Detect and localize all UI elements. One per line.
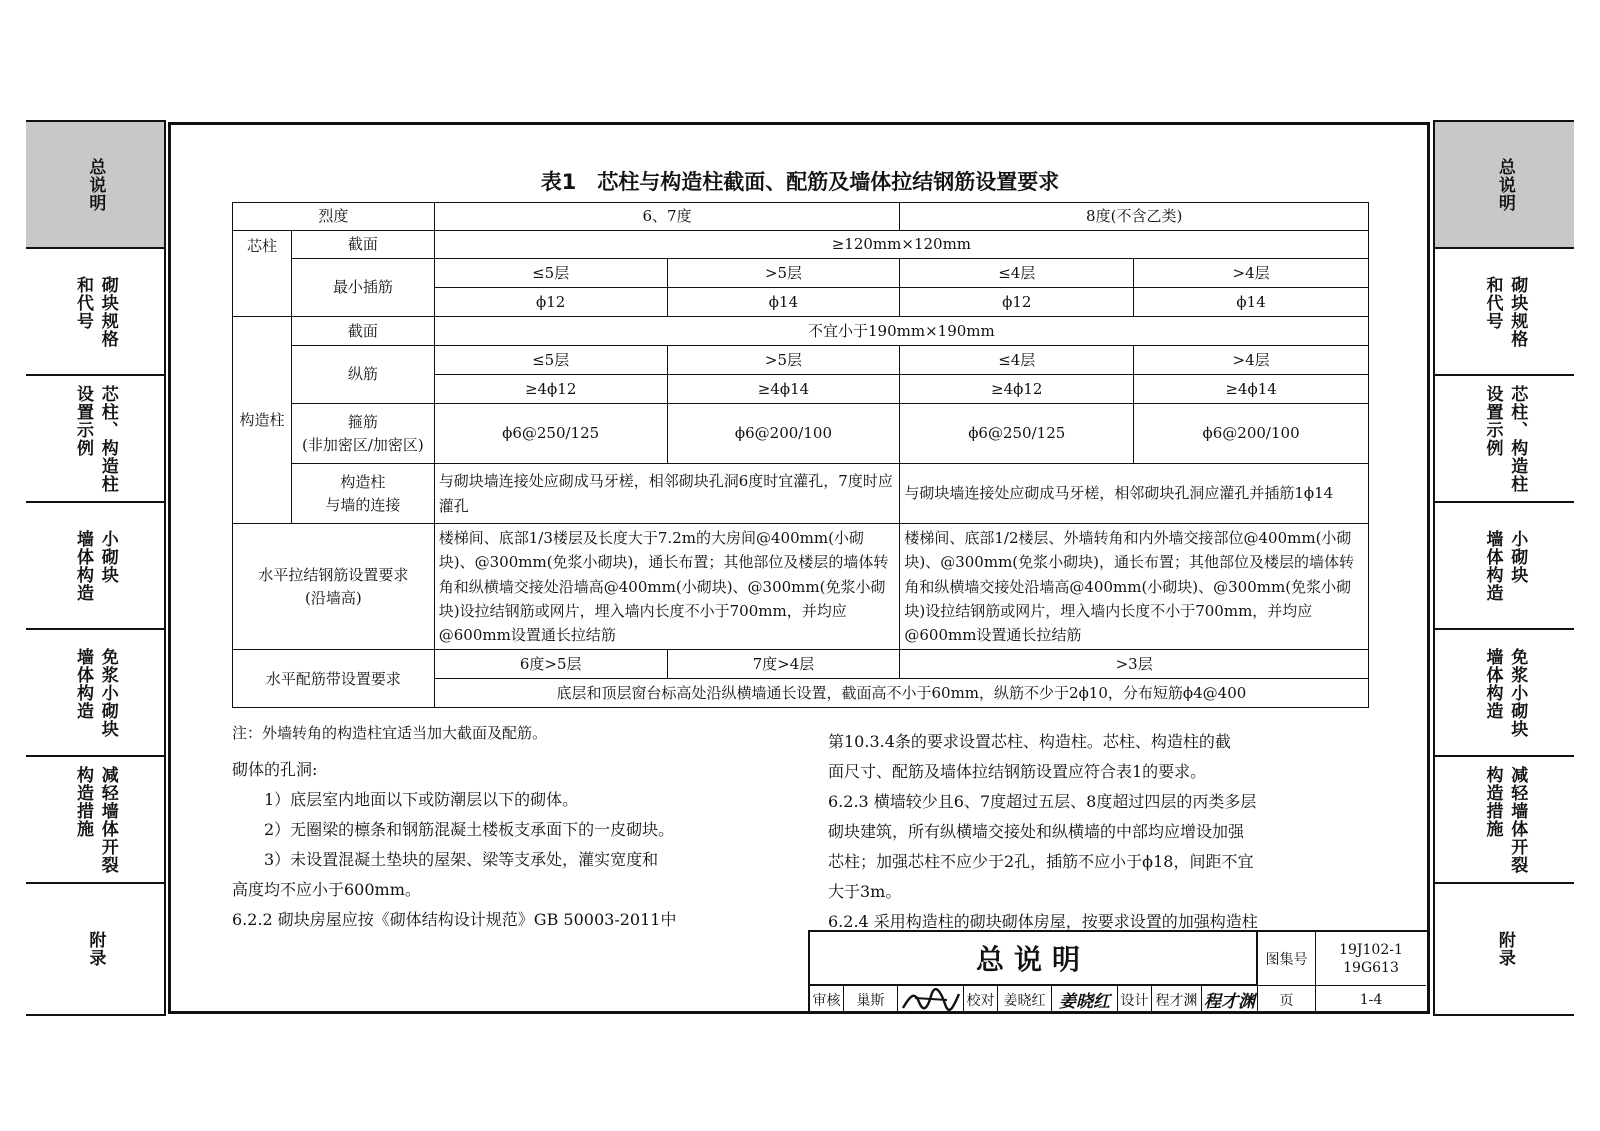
sidebar-tab-text: 砌块规格 xyxy=(1507,275,1528,348)
sidebar-tab-label xyxy=(1483,766,1526,874)
table-cell: 7度>4层 xyxy=(667,650,900,679)
sidebar-tab-right-3[interactable] xyxy=(1435,376,1574,503)
table-cell: ϕ6@200/100 xyxy=(667,404,900,464)
table-title: 表1 芯柱与构造柱截面、配筋及墙体拉结钢筋设置要求 xyxy=(540,170,1060,194)
header-8: 8度(不含乙类) xyxy=(900,203,1369,231)
sidebar-tab-label xyxy=(73,385,116,493)
design-label: 设计 xyxy=(1118,986,1152,1014)
table-cell: 与砌块墙连接处应砌成马牙槎，相邻砌块孔洞应灌孔并插筋1ϕ14 xyxy=(900,464,1369,524)
table-row xyxy=(233,404,1369,464)
table-cell: >4层 xyxy=(1134,259,1369,288)
sidebar-tab-right-7[interactable] xyxy=(1435,884,1574,1014)
sheet-title: 总说明 xyxy=(810,932,1258,986)
table-cell: 不宜小于190mm×190mm xyxy=(434,317,1368,346)
paragraph: 第10.3.4条的要求设置芯柱、构造柱。芯柱、构造柱的截 xyxy=(828,732,1231,751)
sidebar-tab-text: 小砌块 xyxy=(97,529,118,584)
sidebar-tab-left-6[interactable] xyxy=(26,757,164,884)
lianjie-label-1: 构造柱 xyxy=(340,473,386,491)
sidebar-tab-left-4[interactable] xyxy=(26,503,164,630)
table-row xyxy=(233,346,1369,375)
reviewer-name: 巢斯 xyxy=(844,986,898,1014)
table-cell: ≤4层 xyxy=(900,259,1134,288)
row-label-lianjie xyxy=(291,464,434,524)
table-row xyxy=(233,524,1369,650)
row-label-gouzaozhu: 构造柱 xyxy=(233,317,292,524)
table-row xyxy=(233,650,1369,679)
atlas-number-1: 19J102-1 xyxy=(1339,941,1403,958)
checker-name: 姜晓红 xyxy=(998,986,1052,1014)
gujin-sublabel: (非加密区/加密区) xyxy=(301,435,424,454)
sidebar-tab-text: 构造措施 xyxy=(1482,765,1503,838)
title-block xyxy=(808,930,1428,1012)
sidebar-tab-label xyxy=(86,931,105,967)
table-cell: ϕ6@200/100 xyxy=(1134,404,1369,464)
row-label-shuiping xyxy=(233,524,435,650)
review-label: 审核 xyxy=(810,986,844,1014)
shuiping-label-2: (沿墙高) xyxy=(305,588,362,607)
reviewer-signature xyxy=(898,986,964,1014)
table-cell: ≤5层 xyxy=(434,346,667,375)
table-cell: ≥120mm×120mm xyxy=(434,231,1368,259)
sidebar-tab-text: 构造措施 xyxy=(73,765,93,838)
table-row xyxy=(233,203,1369,231)
sidebar-tab-label xyxy=(73,530,116,602)
row-label: 截面 xyxy=(291,317,434,346)
row-label: 最小插筋 xyxy=(291,259,434,317)
sidebar-tab-text: 免浆小砌块 xyxy=(1507,647,1528,738)
table-cell: ≥4ϕ14 xyxy=(667,375,900,404)
paragraph: 3）未设置混凝土垫块的屋架、梁等支承处，灌实宽度和 xyxy=(264,850,659,869)
sidebar-tab-text: 减轻墙体开裂 xyxy=(97,765,118,874)
row-label: 纵筋 xyxy=(291,346,434,404)
table-cell: >3层 xyxy=(900,650,1369,679)
sidebar-tab-left-7[interactable] xyxy=(26,884,164,1014)
sidebar-tab-text: 附录 xyxy=(85,931,106,967)
sidebar-tab-label xyxy=(73,766,116,874)
table-cell: >5层 xyxy=(667,259,900,288)
requirements-table xyxy=(232,202,1369,708)
lianjie-label-2: 与墙的连接 xyxy=(325,495,401,514)
table-cell: >5层 xyxy=(667,346,900,375)
table-row xyxy=(233,464,1369,524)
header-67: 6、7度 xyxy=(434,203,900,231)
sidebar-tab-text: 砌块规格 xyxy=(97,275,118,348)
sidebar-tab-right-4[interactable] xyxy=(1435,503,1574,630)
sidebar-tab-text: 设置示例 xyxy=(73,384,93,457)
table-note: 注：外墙转角的构造柱宜适当加大截面及配筋。 xyxy=(232,724,548,742)
paragraph: 6.2.3 横墙较少且6、7度超过五层、8度超过四层的丙类多层 xyxy=(828,792,1257,811)
sidebar-tab-text: 设置示例 xyxy=(1482,384,1503,457)
table-row xyxy=(233,317,1369,346)
sidebar-tab-left-1[interactable] xyxy=(26,122,164,249)
sidebar-tab-text: 芯柱、构造柱 xyxy=(97,384,118,493)
sidebar-tab-text: 总说明 xyxy=(1494,157,1515,212)
paragraph: 大于3m。 xyxy=(828,882,902,901)
table-cell: 楼梯间、底部1/3楼层及长度大于7.2m的大房间@400mm(小砌块)、@300mm(免浆小砌块)，通长布置；其他部位及楼层的墙体转角和纵横墙交接处沿墙高@400mm(小砌块)、@300mm(免浆小砌块)设拉结钢筋或网片，埋入墙内长度不小于700mm，并均应@600mm设置通长拉结筋 xyxy=(434,524,900,650)
row-label-xinzhu: 芯柱 xyxy=(233,231,292,317)
sidebar-tab-right-2[interactable] xyxy=(1435,249,1574,376)
shuiping-label-1: 水平拉结钢筋设置要求 xyxy=(258,566,409,585)
left-text-column xyxy=(232,755,792,935)
table-cell: ≥4ϕ12 xyxy=(434,375,667,404)
paragraph: 砌体的孔洞: xyxy=(232,760,318,779)
paragraph: 高度均不应小于600mm。 xyxy=(232,880,421,899)
table-cell: 楼梯间、底部1/2楼层、外墙转角和内外墙交接部位@400mm(小砌块)、@300mm(免浆小砌块)，通长布置；其他部位及楼层的墙体转角和纵横墙交接处沿墙高@400mm(小砌块)、@300mm(免浆小砌块)设拉结钢筋或网片，埋入墙内长度不小于700mm，并均应@600mm设置通长拉结筋 xyxy=(900,524,1369,650)
atlas-number-2: 19G613 xyxy=(1343,959,1399,976)
row-label-gujin xyxy=(291,404,434,464)
paragraph: 2）无圈梁的檩条和钢筋混凝土楼板支承面下的一皮砌块。 xyxy=(264,820,675,839)
right-text-column xyxy=(828,727,1373,937)
table-cell: ϕ14 xyxy=(1134,288,1369,317)
table-cell: 与砌块墙连接处应砌成马牙槎，相邻砌块孔洞6度时宜灌孔，7度时应灌孔 xyxy=(434,464,900,524)
sidebar-tab-label xyxy=(86,158,105,212)
check-label: 校对 xyxy=(964,986,998,1014)
page-number: 1-4 xyxy=(1316,986,1426,1014)
sidebar-tab-text: 和代号 xyxy=(73,275,93,330)
header-lidu: 烈度 xyxy=(233,203,435,231)
row-label-peijin: 水平配筋带设置要求 xyxy=(233,650,435,708)
atlas-number xyxy=(1316,932,1426,986)
signature-icon xyxy=(901,988,961,1012)
sidebar-tab-left-5[interactable] xyxy=(26,630,164,757)
sidebar-tab-text: 总说明 xyxy=(85,157,106,212)
sidebar-tab-label xyxy=(73,276,116,348)
sidebar-tab-text: 和代号 xyxy=(1482,275,1503,330)
atlas-label: 图集号 xyxy=(1258,932,1316,986)
table-cell: ϕ12 xyxy=(434,288,667,317)
sidebar-tab-label xyxy=(1483,648,1526,738)
page-label: 页 xyxy=(1258,986,1316,1014)
table-cell: ≤5层 xyxy=(434,259,667,288)
sidebar-tab-label xyxy=(1483,385,1526,493)
sidebar-tab-label xyxy=(1495,931,1514,967)
sidebar-tab-right-6[interactable] xyxy=(1435,757,1574,884)
paragraph: 6.2.2 砌块房屋应按《砌体结构设计规范》GB 50003-2011中 xyxy=(232,910,677,929)
paragraph: 面尺寸、配筋及墙体拉结钢筋设置应符合表1的要求。 xyxy=(828,762,1207,781)
table-cell: ϕ6@250/125 xyxy=(434,404,667,464)
paragraph: 6.2.4 采用构造柱的砌块砌体房屋，按要求设置的加强构造柱 xyxy=(828,912,1258,931)
sidebar-tab-label xyxy=(1483,530,1526,602)
paragraph: 1）底层室内地面以下或防潮层以下的砌体。 xyxy=(264,790,579,809)
table-cell: ≥4ϕ14 xyxy=(1134,375,1369,404)
table-cell: 6度>5层 xyxy=(434,650,667,679)
sidebar-tab-left-3[interactable] xyxy=(26,376,164,503)
right-sidebar xyxy=(1433,120,1574,1016)
sidebar-tab-left-2[interactable] xyxy=(26,249,164,376)
paragraph: 芯柱；加强芯柱不应少于2孔，插筋不应小于ϕ18，间距不宜 xyxy=(828,852,1254,871)
sidebar-tab-label xyxy=(73,648,116,738)
paragraph: 砌块建筑，所有纵横墙交接处和纵横墙的中部均应增设加强 xyxy=(828,822,1245,841)
table-row xyxy=(233,259,1369,288)
row-label: 截面 xyxy=(291,231,434,259)
sidebar-tab-text: 墙体构造 xyxy=(1482,529,1503,602)
table-cell: ≥4ϕ12 xyxy=(900,375,1134,404)
sidebar-tab-label xyxy=(1483,276,1526,348)
sidebar-tab-right-1[interactable] xyxy=(1435,122,1574,249)
sidebar-tab-text: 墙体构造 xyxy=(73,529,93,602)
designer-signature: 程才渊 xyxy=(1202,986,1258,1014)
sidebar-tab-text: 墙体构造 xyxy=(1482,647,1503,720)
sidebar-tab-text: 附录 xyxy=(1494,931,1515,967)
table-cell: 底层和顶层窗台标高处沿纵横墙通长设置，截面高不小于60mm，纵筋不少于2ϕ10，分布短筋ϕ4@400 xyxy=(434,679,1368,708)
table-cell: ϕ14 xyxy=(667,288,900,317)
sidebar-tab-text: 减轻墙体开裂 xyxy=(1507,765,1528,874)
designer-name: 程才渊 xyxy=(1152,986,1202,1014)
left-sidebar xyxy=(26,120,166,1016)
gujin-label: 箍筋 xyxy=(347,413,378,431)
table-cell: ϕ6@250/125 xyxy=(900,404,1134,464)
table-cell: >4层 xyxy=(1134,346,1369,375)
sidebar-tab-right-5[interactable] xyxy=(1435,630,1574,757)
table-cell: ϕ12 xyxy=(900,288,1134,317)
sidebar-tab-text: 墙体构造 xyxy=(73,647,93,720)
sidebar-tab-text: 小砌块 xyxy=(1507,529,1528,584)
sidebar-tab-text: 免浆小砌块 xyxy=(97,647,118,738)
checker-signature: 姜晓红 xyxy=(1052,986,1118,1014)
sidebar-tab-label xyxy=(1495,158,1514,212)
table-cell: ≤4层 xyxy=(900,346,1134,375)
table-row xyxy=(233,231,1369,259)
sidebar-tab-text: 芯柱、构造柱 xyxy=(1507,384,1528,493)
